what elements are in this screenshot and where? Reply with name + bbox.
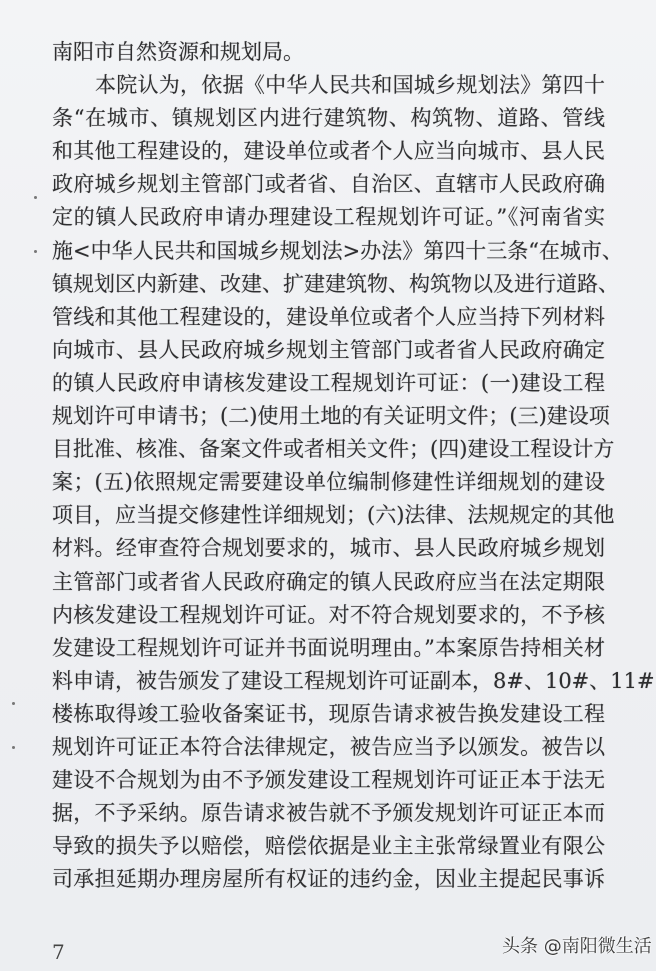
text-line: 本院认为，依据《中华人民共和国城乡规划法》第四十 [95,73,605,98]
text-line: 南阳市自然资源和规划局。 [52,40,304,64]
text-line: 规划许可证正本符合法律规定，被告应当予以颁发。被告以 [52,734,605,759]
text-line: 发建设工程规划许可证并书面说明理由。”本案原告持相关材 [52,635,605,660]
margin-mark [12,702,15,705]
text-line: 建设不合规划为由不予颁发建设工程规划许可证正本于法无 [52,768,605,793]
text-line: 据，不予采纳。原告请求被告就不予颁发规划许可证正本而 [52,801,605,826]
text-line: 项目，应当提交修建性详细规划；(六)法律、法规规定的其他 [52,503,615,528]
text-line: 案；(五)依照规定需要建设单位编制修建性详细规划的建设 [52,470,605,495]
text-line: 施<中华人民共和国城乡规划法>办法》第四十三条“在城市、 [52,238,623,263]
text-line: 规划许可申请书；(二)使用土地的有关证明文件；(三)建设项 [52,404,610,429]
text-line: 政府城乡规划主管部门或者省、自治区、直辖市人民政府确 [52,172,605,197]
text-line: 管线和其他工程建设的，建设单位或者个人应当持下列材料 [52,304,605,329]
text-line: 材料。经审查符合规划要求的，城市、县人民政府城乡规划 [52,536,605,561]
text-line: 司承担延期办理房屋所有权证的违约金，因业主提起民事诉 [52,867,605,892]
margin-mark [12,746,15,749]
text-line: 料申请，被告颁发了建设工程规划许可证副本，8#、10#、11# [52,668,655,693]
text-line: 和其他工程建设的，建设单位或者个人应当向城市、县人民 [52,139,605,164]
text-line: 主管部门或者省人民政府确定的镇人民政府应当在法定期限 [52,569,605,594]
text-line: 向城市、县人民政府城乡规划主管部门或者省人民政府确定 [52,337,605,362]
text-line: 条“在城市、镇规划区内进行建筑物、构筑物、道路、管线 [52,106,605,131]
text-line: 目批准、核准、备案文件或者相关文件；(四)建设工程设计方 [52,437,615,462]
text-line: 楼栋取得竣工验收备案证书，现原告请求被告换发建设工程 [52,701,605,726]
margin-mark [34,196,37,199]
document-body [52,36,655,896]
margin-mark [34,250,37,253]
text-line: 镇规划区内新建、改建、扩建建筑物、构筑物以及进行道路、 [52,271,619,296]
text-line: 定的镇人民政府申请办理建设工程规划许可证。”《河南省实 [52,205,605,230]
text-line: 内核发建设工程规划许可证。对不符合规划要求的，不予核 [52,602,605,627]
source-watermark: 头条 @南阳微生活 [502,936,652,957]
text-line: 的镇人民政府申请核发建设工程规划许可证：(一)建设工程 [52,370,605,395]
page-number: 7 [52,940,65,964]
text-line: 导致的损失予以赔偿，赔偿依据是业主主张常绿置业有限公 [52,834,605,859]
